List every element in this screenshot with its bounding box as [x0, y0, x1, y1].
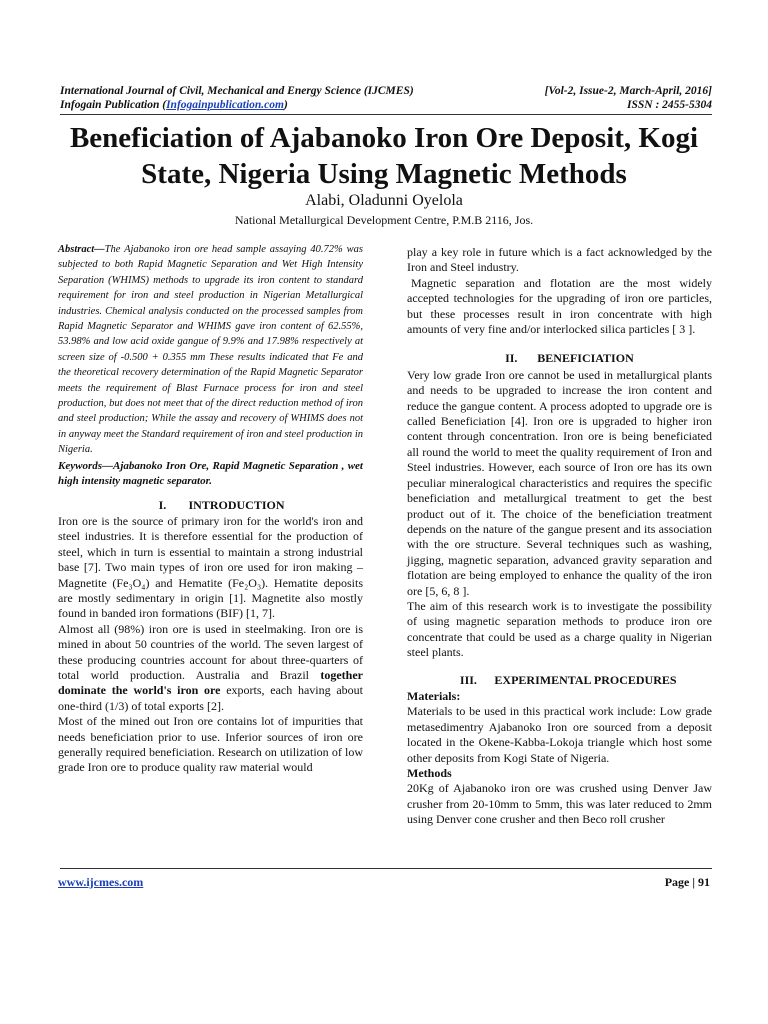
publisher-prefix: Infogain Publication ( — [60, 99, 167, 111]
publisher-suffix: ) — [283, 99, 288, 111]
page-number: Page | 91 — [664, 875, 710, 889]
abstract: Abstract—The Ajabanoko iron ore head sample assaying 40.72% was subjected to both Rapid Magnetic Separation and Wet High Intensity Separation (WHIMS) methods to upgrade its iron content to standard requirement for iron and steel production in Nigerian Metallurgical industries. Chemical analysis conducted on the processed samples from Rapid Magnetic Separator and WHIMS gave iron content of 62.55%, 53.98% and low acid oxide gangue of 9.9% and 17.98% respectively at screen size of -0.500 + 0.355 mm These results indicated that Fe and the theoretical recovery determination of the Rapid Magnetic Separator meets the requirement of Blast Furnace process for iron and steel production, but does not meet that of the direct reduction method of iron and steel production; While the assay and recovery of WHIMS does not in anyway meet the Standard requirement of iron and steel production in Nigeria. — [58, 244, 363, 456]
author-affiliation: National Metallurgical Development Centre, P.M.B 2116, Jos. — [234, 213, 534, 227]
intro-paragraph-5: Magnetic separation and flotation are the most widely accepted technologies for the upgrading of iron ore particles, but these processes result in iron concentrate with high amounts of very fine and/or interlocked silica particles [ 3 ]. — [407, 275, 712, 337]
materials-label: Materials: — [407, 688, 461, 703]
keywords: Keywords—Ajabanoko Iron Ore, Rapid Magnetic Separation , wet high intensity magnetic separator. — [58, 459, 363, 488]
header-rule — [60, 114, 712, 115]
section-heading-experimental: III. EXPERIMENTAL PROCEDURES — [459, 672, 677, 687]
author-name: Alabi, Oladunni Oyelola — [305, 192, 463, 209]
intro-paragraph-2: Almost all (98%) iron ore is used in steelmaking. Iron ore is mined in about 50 countries of the world. The seven largest of these producing countries account for about three-quarters of total world production. Australia and Brazil together dominate the world's iron ore exports, each having about one-third (1/3) of total exports [2]. — [58, 621, 363, 713]
footer-url-link[interactable]: www.ijcmes.com — [58, 875, 144, 889]
intro-paragraph-4: play a key role in future which is a fact acknowledged by the Iron and Steel industry. — [407, 245, 712, 275]
beneficiation-paragraph-2: The aim of this research work is to investigate the possibility of using magnetic separation methods to produce iron ore concentrate that could be used as a charge quality in Nigerian steel plants. — [407, 598, 712, 660]
abstract-text: The Ajabanoko iron ore head sample assaying 40.72% was subjected to both Rapid Magnetic Separation and Wet High Intensity Separation (WHIMS) methods to upgrade its iron content to standard requirement for iron and steel production in Nigerian Metallurgical industries. Chemical analysis conducted on the processed samples from Rapid Magnetic Separator and WHIMS gave iron content of 62.55%, 53.98% and low acid oxide gangue of 9.9% and 17.98% respectively at screen size of -0.500 + 0.355 mm These results indicated that Fe and the theoretical recovery determination of the Rapid Magnetic Separator meets the requirement of Blast Furnace process for iron and steel production, but does not meet that of the direct reduction method of iron and steel production; While the assay and recovery of WHIMS does not in anyway meet the Standard requirement of iron and steel production in Nigeria. — [58, 244, 363, 456]
journal-name: International Journal of Civil, Mechanical and Energy Science (IJCMES) — [60, 85, 414, 97]
section-heading-beneficiation: II. BENEFICIATION — [505, 351, 634, 366]
intro-paragraph-3: Most of the mined out Iron ore contains lot of impurities that needs beneficiation prior to use. Inferior sources of iron ore generally required beneficiation. Research on utilization of low grade Iron ore to produce quality raw material would — [58, 714, 363, 775]
left-column — [58, 242, 363, 776]
methods-text: 20Kg of Ajabanoko iron ore was crushed using Denver Jaw crusher from 20-10mm to 5mm, this was later reduced to 2mm using Denver cone crusher and then Beco roll crusher — [407, 781, 712, 827]
footer-rule — [60, 868, 712, 869]
issn: ISSN : 2455-5304 — [627, 99, 712, 111]
methods-label: Methods — [407, 766, 452, 780]
publisher-link[interactable]: Infogainpublication.com — [166, 99, 284, 111]
paper-title: Beneficiation of Ajabanoko Iron Ore Deposit, Kogi State, Nigeria Using Magnetic Methods — [69, 122, 699, 190]
intro-paragraph-1: Iron ore is the source of primary iron for the world's iron and steel industries. It is therefore essential for the production of steel, which in turn is essential to maintain a strong industrial base [7]. Two main types of iron ore used for iron making – Magnetite (Fe₃O₄) and Hematite (Fe₂O₃). Hematite deposits are mostly sedimentary in origin [1]. Magnetite also mostly found in banded iron formations (BIF) [1, 7]. — [58, 513, 363, 621]
publisher-line — [60, 98, 288, 112]
volume-info: [Vol-2, Issue-2, March-April, 2016] — [544, 85, 712, 97]
right-column — [407, 245, 712, 828]
abstract-lead: Abstract — [58, 244, 95, 255]
materials-text: Materials to be used in this practical work include: Low grade metasedimentry Ajabanoko Iron ore sourced from a deposit located in the Okene-Kabba-Lokoja triangle which host some other deposits from Kogi State of Nigeria. — [407, 704, 712, 765]
section-heading-introduction: I. INTRODUCTION — [158, 497, 285, 512]
beneficiation-paragraph-1: Very low grade Iron ore cannot be used in metallurgical plants and needs to be upgraded to increase the iron content and reduce the gangue content. A process adopted to upgrade ore is called Beneficiation [4]. Iron ore is upgraded to higher iron content through concentration. Iron ore is being beneficiated all round the world to meet the quality requirement of Iron and Steel industries. However, each source of Iron ore has its own peculiar mineralogical characteristics and requires the specific beneficiation and metallurgical treatment to get the best product out of it. The choice of the beneficiation treatment depends on the nature of the gangue present and its association with the ore structure. Several techniques such as washing, jigging, magnetic separation, advanced gravity separation and flotation are being employed to enhance the quality of the iron ore [5, 6, 8 ]. — [407, 367, 712, 598]
